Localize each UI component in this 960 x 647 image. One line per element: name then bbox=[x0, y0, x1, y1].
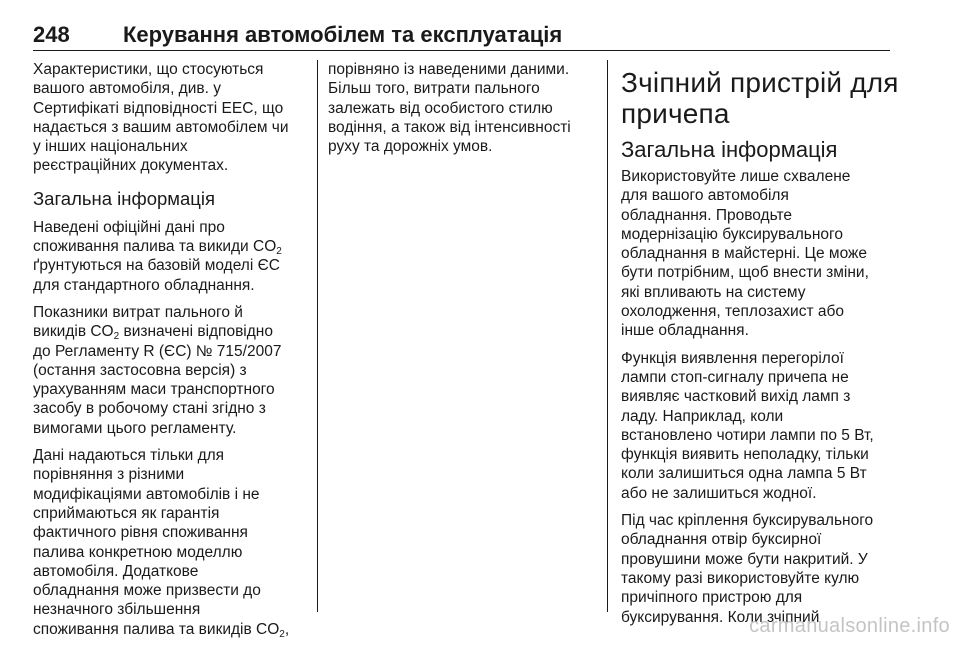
text-line: сприймаються як гарантія bbox=[33, 504, 220, 522]
text-line: для вашого автомобіля bbox=[621, 187, 789, 205]
text-fragment: визначені відповідно bbox=[119, 323, 273, 341]
text-line: або не залишиться жодної. bbox=[621, 484, 817, 502]
text-line: Показники витрат пального й bbox=[33, 303, 243, 321]
text-line: функція виявить неполадку, тільки bbox=[621, 446, 869, 464]
text-line: реєстраційних документах. bbox=[33, 157, 229, 175]
text-line: Сертифікаті відповідності ЕЕС, що bbox=[33, 99, 284, 117]
paragraph-lamp-detection bbox=[621, 349, 896, 503]
text-line: порівняння з різними bbox=[33, 466, 185, 484]
page-header bbox=[33, 20, 890, 51]
text-line bbox=[33, 322, 305, 341]
column-3 bbox=[621, 60, 899, 635]
text-line: у інших національних bbox=[33, 138, 188, 156]
paragraph-continuation bbox=[328, 60, 593, 156]
text-line: вашого автомобіля, див. у bbox=[33, 80, 221, 98]
subscript-2: 2 bbox=[279, 628, 285, 640]
text-line: фактичного рівня споживання bbox=[33, 524, 248, 542]
text-line: причіпного пристрою для bbox=[621, 589, 803, 607]
text-line: лампи стоп-сигналу причепа не bbox=[621, 368, 849, 386]
text-line: Більш того, витрати пального bbox=[328, 80, 540, 98]
text-line: обладнання отвір буксирної bbox=[621, 531, 822, 549]
text-line: Характеристики, що стосуються bbox=[33, 61, 264, 78]
text-line: буксирування. Коли зчіпний bbox=[621, 608, 820, 626]
text-line: палива конкретною моделлю bbox=[33, 543, 243, 561]
text-line: які впливають на систему bbox=[621, 283, 806, 301]
text-line: для стандартного обладнання. bbox=[33, 276, 255, 294]
paragraph-equipment bbox=[621, 167, 896, 341]
page-title: Керування автомобілем та експлуатація bbox=[123, 22, 563, 47]
text-line: обладнання може призвести до bbox=[33, 582, 261, 600]
text-line: охолодження, теплозахист або bbox=[621, 303, 844, 321]
text-line: незначного збільшення bbox=[33, 601, 201, 619]
chapter-title bbox=[621, 67, 899, 129]
title-line: причепа bbox=[621, 98, 730, 129]
text-line: модернізацію буксирувального bbox=[621, 225, 843, 243]
text-line: провушини може бути накритий. У bbox=[621, 550, 868, 568]
text-line: ґрунтуються на базовій моделі ЄС bbox=[33, 257, 280, 275]
paragraph-towing-eye bbox=[621, 511, 896, 627]
text-line: бути потрібним, щоб внести зміни, bbox=[621, 264, 869, 282]
paragraph-specs bbox=[33, 60, 305, 176]
column-divider bbox=[607, 60, 608, 612]
text-line: автомобіля. Додаткове bbox=[33, 562, 199, 580]
text-fragment: споживання палива та викидів CO bbox=[33, 620, 280, 638]
section-heading-general-info: Загальна інформація bbox=[33, 187, 216, 209]
column-2 bbox=[328, 60, 593, 164]
watermark: carmanualsonline.info bbox=[749, 615, 950, 637]
text-fragment: , bbox=[284, 620, 290, 638]
text-line: засобу в робочому стані згідно з bbox=[33, 400, 266, 418]
page-number: 248 bbox=[33, 22, 70, 47]
column-divider bbox=[317, 60, 318, 612]
column-1 bbox=[33, 60, 305, 647]
text-line: виявляє частковий вихід ламп з bbox=[621, 388, 851, 406]
text-line: порівняно із наведеними даними. bbox=[328, 61, 570, 78]
section-heading-general-info: Загальна інформація bbox=[621, 137, 838, 162]
text-line: Наведені офіційні дані про bbox=[33, 218, 225, 236]
text-line: водіння, а також від інтенсивності bbox=[328, 118, 571, 136]
text-line: модифікаціями автомобілів і не bbox=[33, 485, 260, 503]
subscript-2: 2 bbox=[113, 331, 120, 343]
text-line: урахуванням маси транспортного bbox=[33, 381, 275, 399]
text-line: такому разі використовуйте кулю bbox=[621, 569, 860, 587]
text-line: інше обладнання. bbox=[621, 322, 749, 340]
subscript-2: 2 bbox=[276, 246, 282, 258]
text-line: Дані надаються тільки для bbox=[33, 447, 225, 465]
text-fragment: споживання палива та викиди CO bbox=[33, 238, 277, 256]
text-line: надається з вашим автомобілем чи bbox=[33, 118, 289, 136]
text-line: руху та дорожніх умов. bbox=[328, 138, 493, 156]
text-line: обладнання. Проводьте bbox=[621, 206, 792, 224]
paragraph-official-data bbox=[33, 218, 305, 295]
paragraph-regulation bbox=[33, 303, 305, 438]
paragraph-comparison bbox=[33, 446, 305, 639]
text-line: коли залишиться одна лампа 5 Вт bbox=[621, 465, 867, 483]
text-line: до Регламенту R (ЄС) № 715/2007 bbox=[33, 342, 282, 360]
text-line: обладнання в майстерні. Це може bbox=[621, 245, 868, 263]
text-line: вимогами цього регламенту. bbox=[33, 419, 237, 437]
text-line: Під час кріплення буксирувального bbox=[621, 512, 874, 530]
text-line: Використовуйте лише схвалене bbox=[621, 168, 851, 185]
text-line bbox=[33, 237, 305, 256]
title-line: Зчіпний пристрій для bbox=[621, 67, 899, 98]
text-line: Функція виявлення перегорілої bbox=[621, 349, 844, 367]
text-fragment: викидів CO bbox=[33, 323, 114, 341]
text-line: встановлено чотири лампи по 5 Вт, bbox=[621, 426, 874, 444]
text-line: ладу. Наприклад, коли bbox=[621, 407, 784, 425]
text-line bbox=[33, 620, 305, 639]
text-line: (остання застосовна версія) з bbox=[33, 361, 247, 379]
text-line: залежать від особистого стилю bbox=[328, 99, 553, 117]
